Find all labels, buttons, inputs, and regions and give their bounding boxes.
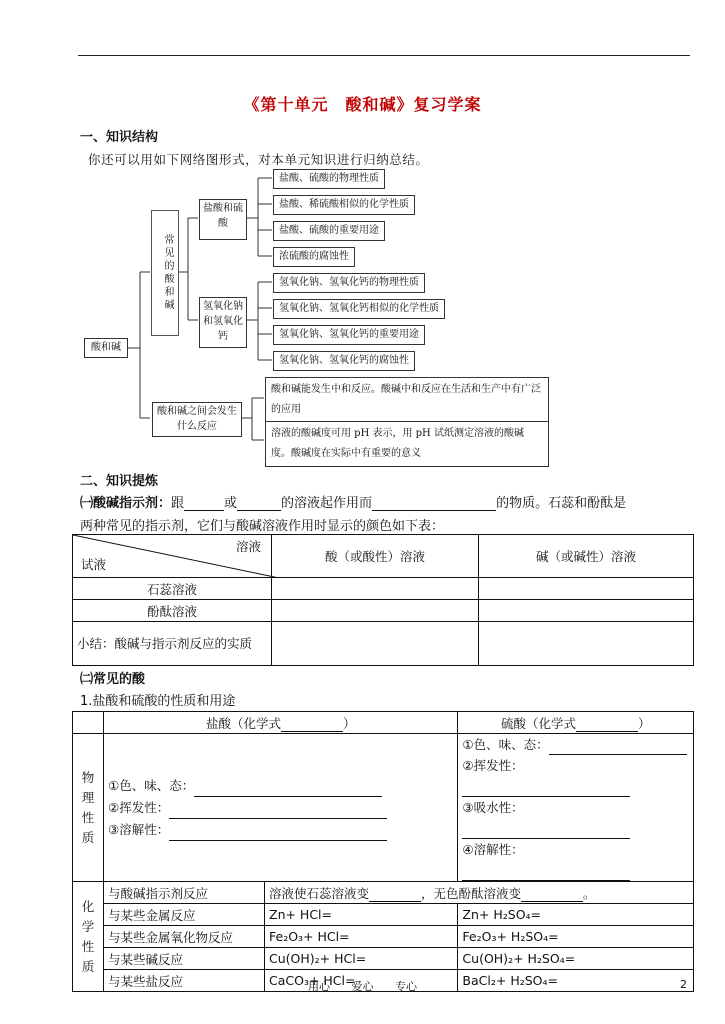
blank[interactable] [462, 784, 630, 797]
text: ①色、味、态： [108, 777, 195, 793]
page-title: 《第十单元 酸和碱》复习学案 [243, 95, 482, 114]
answer-cell[interactable] [479, 622, 694, 666]
blank[interactable] [549, 742, 687, 755]
answer-cell[interactable] [272, 578, 479, 600]
hcl-equation[interactable]: Cu(OH)₂+ HCl= [265, 948, 458, 970]
diagram-base-item: 氢氧化钠、氢氧化钙相似的化学性质 [273, 299, 445, 319]
text: 或 [224, 496, 238, 511]
common-acids-heading: ㈡常见的酸 [80, 672, 146, 687]
indicator-reaction-cell [265, 882, 694, 904]
h2so4-equation[interactable]: Cu(OH)₂+ H₂SO₄= [458, 948, 694, 970]
text: ） [342, 715, 356, 731]
diagram-acid-item: 盐酸、稀硫酸相似的化学性质 [273, 195, 415, 215]
blank[interactable] [169, 828, 387, 841]
diagram-acid-item: 盐酸、硫酸的重要用途 [273, 221, 385, 241]
chem-row-name: 与某些盐反应 [104, 970, 265, 992]
chem-row-name: 与某些碱反应 [104, 948, 265, 970]
corner-top-label: 溶液 [235, 539, 261, 554]
chem-row-name: 与某些金属反应 [104, 904, 265, 926]
diagram-acid-item: 盐酸、硫酸的物理性质 [273, 169, 385, 189]
diagram-acid-item: 浓硫酸的腐蚀性 [273, 247, 355, 267]
blank[interactable] [237, 497, 281, 511]
text: 的物质。石蕊和酚酞是 [496, 496, 627, 511]
physical-label: 物理性质 [73, 734, 104, 882]
answer-cell[interactable] [272, 600, 479, 622]
diagram-root: 酸和碱 [84, 338, 128, 358]
knowledge-diagram [0, 0, 725, 470]
text: ③溶解性： [108, 821, 170, 837]
text: ①色、味、态： [462, 737, 549, 752]
row-label-phenolphthalein: 酚酞溶液 [73, 600, 272, 622]
h2so4-physical [458, 734, 694, 882]
hcl-header-text: 盐酸（化学式 [205, 715, 281, 731]
h2so4-equation[interactable]: BaCl₂+ H₂SO₄= [458, 970, 694, 992]
chemical-label: 化学性质 [73, 882, 104, 992]
diagram-acid-group: 盐酸和硫酸 [199, 199, 247, 240]
diagram-base-item: 氢氧化钠、氢氧化钙的腐蚀性 [273, 351, 415, 371]
diagram-base-group: 氢氧化钠和氢氧化钙 [199, 297, 247, 348]
h2so4-header-text: 硫酸（化学式 [500, 715, 576, 731]
row-label-litmus: 石蕊溶液 [73, 578, 272, 600]
indicator-line2: 两种常见的指示剂，它们与酸碱溶液作用时显示的颜色如下表： [80, 519, 445, 534]
indicator-table [72, 534, 694, 666]
section1-heading: 一、知识结构 [80, 130, 159, 145]
answer-cell[interactable] [272, 622, 479, 666]
blank[interactable] [521, 889, 583, 902]
diagram-branch-common: 常见的酸和碱 [151, 210, 179, 336]
text: 的溶液起作用而 [281, 496, 373, 511]
answer-cell[interactable] [479, 600, 694, 622]
blank[interactable] [184, 497, 224, 511]
section1-intro: 你还可以用如下网络图形式，对本单元知识进行归纳总结。 [88, 152, 429, 167]
col-header-acid: 酸（或酸性）溶液 [272, 535, 479, 578]
text: ） [637, 715, 651, 731]
blank[interactable] [462, 868, 630, 881]
hcl-equation[interactable]: Zn+ HCl= [265, 904, 458, 926]
hcl-equation[interactable]: CaCO₃+ HCl= [265, 970, 458, 992]
blank[interactable] [462, 826, 630, 839]
text: ④溶解性： [462, 842, 524, 857]
text: 溶液使石蕊溶液变 [269, 885, 370, 901]
row-label-summary: 小结：酸碱与指示剂反应的实质 [73, 622, 272, 666]
blank[interactable] [281, 719, 343, 732]
empty-cell [73, 712, 104, 734]
blank[interactable] [169, 806, 387, 819]
diagram-branch-reactions: 酸和碱之间会发生什么反应 [152, 402, 242, 437]
indicator-definition [80, 492, 626, 511]
text: ②挥发性： [462, 758, 524, 773]
text: ②挥发性： [108, 799, 170, 815]
h2so4-equation[interactable]: Zn+ H₂SO₄= [458, 904, 694, 926]
diagram-reaction-item: 酸和碱能发生中和反应。酸碱中和反应在生活和生产中有广泛的应用 [265, 377, 549, 423]
h2so4-header [458, 712, 694, 734]
diagram-reaction-item: 溶液的酸碱度可用 pH 表示，用 pH 试纸测定溶液的酸碱度。酸碱度在实际中有重要的意义 [265, 421, 549, 467]
chem-row-name: 与酸碱指示剂反应 [104, 882, 265, 904]
hcl-equation[interactable]: Fe₂O₃+ HCl= [265, 926, 458, 948]
section2-heading: 二、知识提炼 [80, 474, 159, 489]
hcl-physical [104, 734, 458, 882]
chem-row-name: 与某些金属氧化物反应 [104, 926, 265, 948]
page-number: 2 [680, 978, 687, 991]
blank[interactable] [372, 497, 496, 511]
blank[interactable] [194, 784, 382, 797]
h2so4-equation[interactable]: Fe₂O₃+ H₂SO₄= [458, 926, 694, 948]
table-corner-cell [73, 535, 272, 578]
hcl-header [104, 712, 458, 734]
text: ③吸水性： [462, 800, 524, 815]
text: 。 [583, 885, 596, 901]
corner-bottom-label: 试液 [81, 557, 107, 572]
col-header-base: 碱（或碱性）溶液 [479, 535, 694, 578]
blank[interactable] [576, 719, 638, 732]
blank[interactable] [369, 889, 421, 902]
diagram-base-item: 氢氧化钠、氢氧化钙的物理性质 [273, 273, 425, 293]
footer-text: 用心 爱心 专心 [308, 980, 417, 993]
diagram-base-item: 氢氧化钠、氢氧化钙的重要用途 [273, 325, 425, 345]
text: 跟 [171, 496, 185, 511]
indicator-label: ㈠酸碱指示剂： [80, 496, 172, 511]
acids-subheading: 1.盐酸和硫酸的性质和用途 [80, 694, 236, 709]
text: ，无色酚酞溶液变 [421, 885, 522, 901]
acid-properties-table [72, 711, 694, 992]
answer-cell[interactable] [479, 578, 694, 600]
